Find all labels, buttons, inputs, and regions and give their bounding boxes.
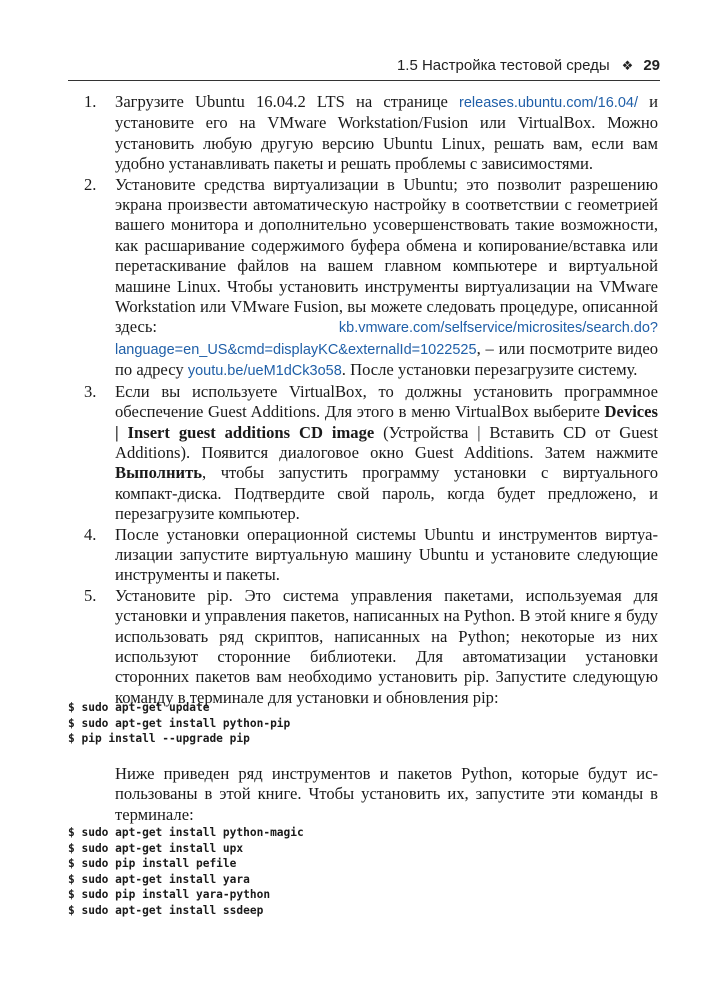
run-button-name-bold: Выполнить	[115, 463, 203, 483]
code-line: $ sudo apt-get install yara	[68, 872, 250, 886]
section-title: 1.5 Настройка тестовой среды	[396, 57, 610, 74]
step-number: 5.	[84, 585, 97, 605]
step-text: Загрузите Ubuntu 16.04.2 LTS на странице	[115, 92, 460, 111]
setup-steps-list	[68, 92, 658, 708]
tools-paragraph: Ниже приведен ряд инструментов и пакетов Python, которые будут использованы в этой книге. Чтобы установить их, запустите эти команды в терминале:	[115, 764, 658, 824]
step-text: Если вы используете VirtualBox, то должны установить программное обеспечение Guest Additions. Для этого в меню VirtualBox выберите	[115, 381, 658, 422]
step-text: и установите его на VMware Workstation/Fusion или VirtualBox. Можно установить любую другую версию Ubuntu Linux, решать вам, если вам удобно устанавливать пакеты и решать проблемы с зависимостями.	[115, 92, 659, 174]
running-header	[68, 56, 660, 76]
code-line: $ pip install --upgrade pip	[68, 732, 250, 746]
step-text: . После установки перезагрузите систему.	[341, 360, 638, 380]
list-item-step-4	[68, 525, 658, 586]
youtube-video-link[interactable]: youtu.be/ueM1dCk3o58	[187, 363, 342, 380]
code-line: $ sudo apt-get update	[68, 701, 210, 714]
step-number: 2.	[84, 174, 97, 194]
pip-install-code-block	[68, 700, 290, 747]
step-text: Установите pip. Это система управления пакетами, используемая для установки и управления пакетов, написанных на Python. В этой книге я буду использовать ряд скриптов, написанных на Python; некоторые из них используют сторонние библиотеки. Для автоматизации установки сторонних пакетов вам необходимо установить pip. Запустите следующую команду в терминале для установки и обновления pip:	[115, 585, 658, 707]
code-line: $ sudo apt-get install python-magic	[68, 826, 304, 839]
page-number: 29	[643, 57, 660, 74]
step-text: , – или посмотрите видео по адресу	[115, 338, 658, 380]
list-item-step-3	[68, 382, 658, 525]
code-line: $ sudo apt-get install python-pip	[68, 716, 291, 730]
step-number: 4.	[84, 524, 97, 544]
code-line: $ sudo apt-get install upx	[68, 841, 244, 855]
header-rule	[68, 80, 660, 81]
step-text: , чтобы запустить программу установки с виртуального компакт-диска. Подтвердите свой пароль, когда будет предложено, и перезагрузите компьютер.	[115, 463, 658, 524]
code-line: $ sudo pip install pefile	[68, 857, 237, 871]
step-number: 1.	[84, 92, 97, 111]
step-text: Установите средства виртуализации в Ubuntu; это позволит разрешению экрана произвести автоматическую настройку в соответствии с геометрией вашего монитора и дополнительно усовершенствовать такие возможности, как расшаривание содержимого буфера обмена и копирование/вставка или перетаскивание файлов на вашем главном компьютере и виртуальной машине Linux. Чтобы установить инструменты виртуализации на VMware Workstation или VMware Fusion, вы можете следовать процедуре, описанной здесь:	[115, 174, 658, 337]
step-text: (Устройства | Вставить CD от Guest Additions). Появится диалоговое окно Guest Additions. Затем нажмите	[115, 422, 658, 462]
list-item-step-2	[68, 175, 658, 382]
code-line: $ sudo apt-get install ssdeep	[68, 903, 264, 917]
code-line: $ sudo pip install yara-python	[68, 888, 271, 902]
vmware-kb-link[interactable]: kb.vmware.com/selfservice/microsites/search.do?language=en_US&cmd=displayKC&externalId=1022525	[115, 320, 658, 358]
step-number: 3.	[84, 381, 97, 401]
tools-install-code-block	[68, 825, 304, 919]
list-item-step-5	[68, 586, 658, 708]
step-text: После установки операционной системы Ubuntu и инструментов виртуализации запустите виртуальную машину Ubuntu и установите следующие инструменты и пакеты.	[115, 524, 658, 585]
ubuntu-releases-link[interactable]: releases.ubuntu.com/16.04/	[459, 95, 638, 111]
main-content	[68, 92, 658, 708]
diamond-ornament-icon: ❖	[621, 58, 634, 73]
list-item-step-1	[68, 92, 658, 175]
menu-path-bold: Devices | Insert guest additions CD image	[115, 402, 658, 442]
